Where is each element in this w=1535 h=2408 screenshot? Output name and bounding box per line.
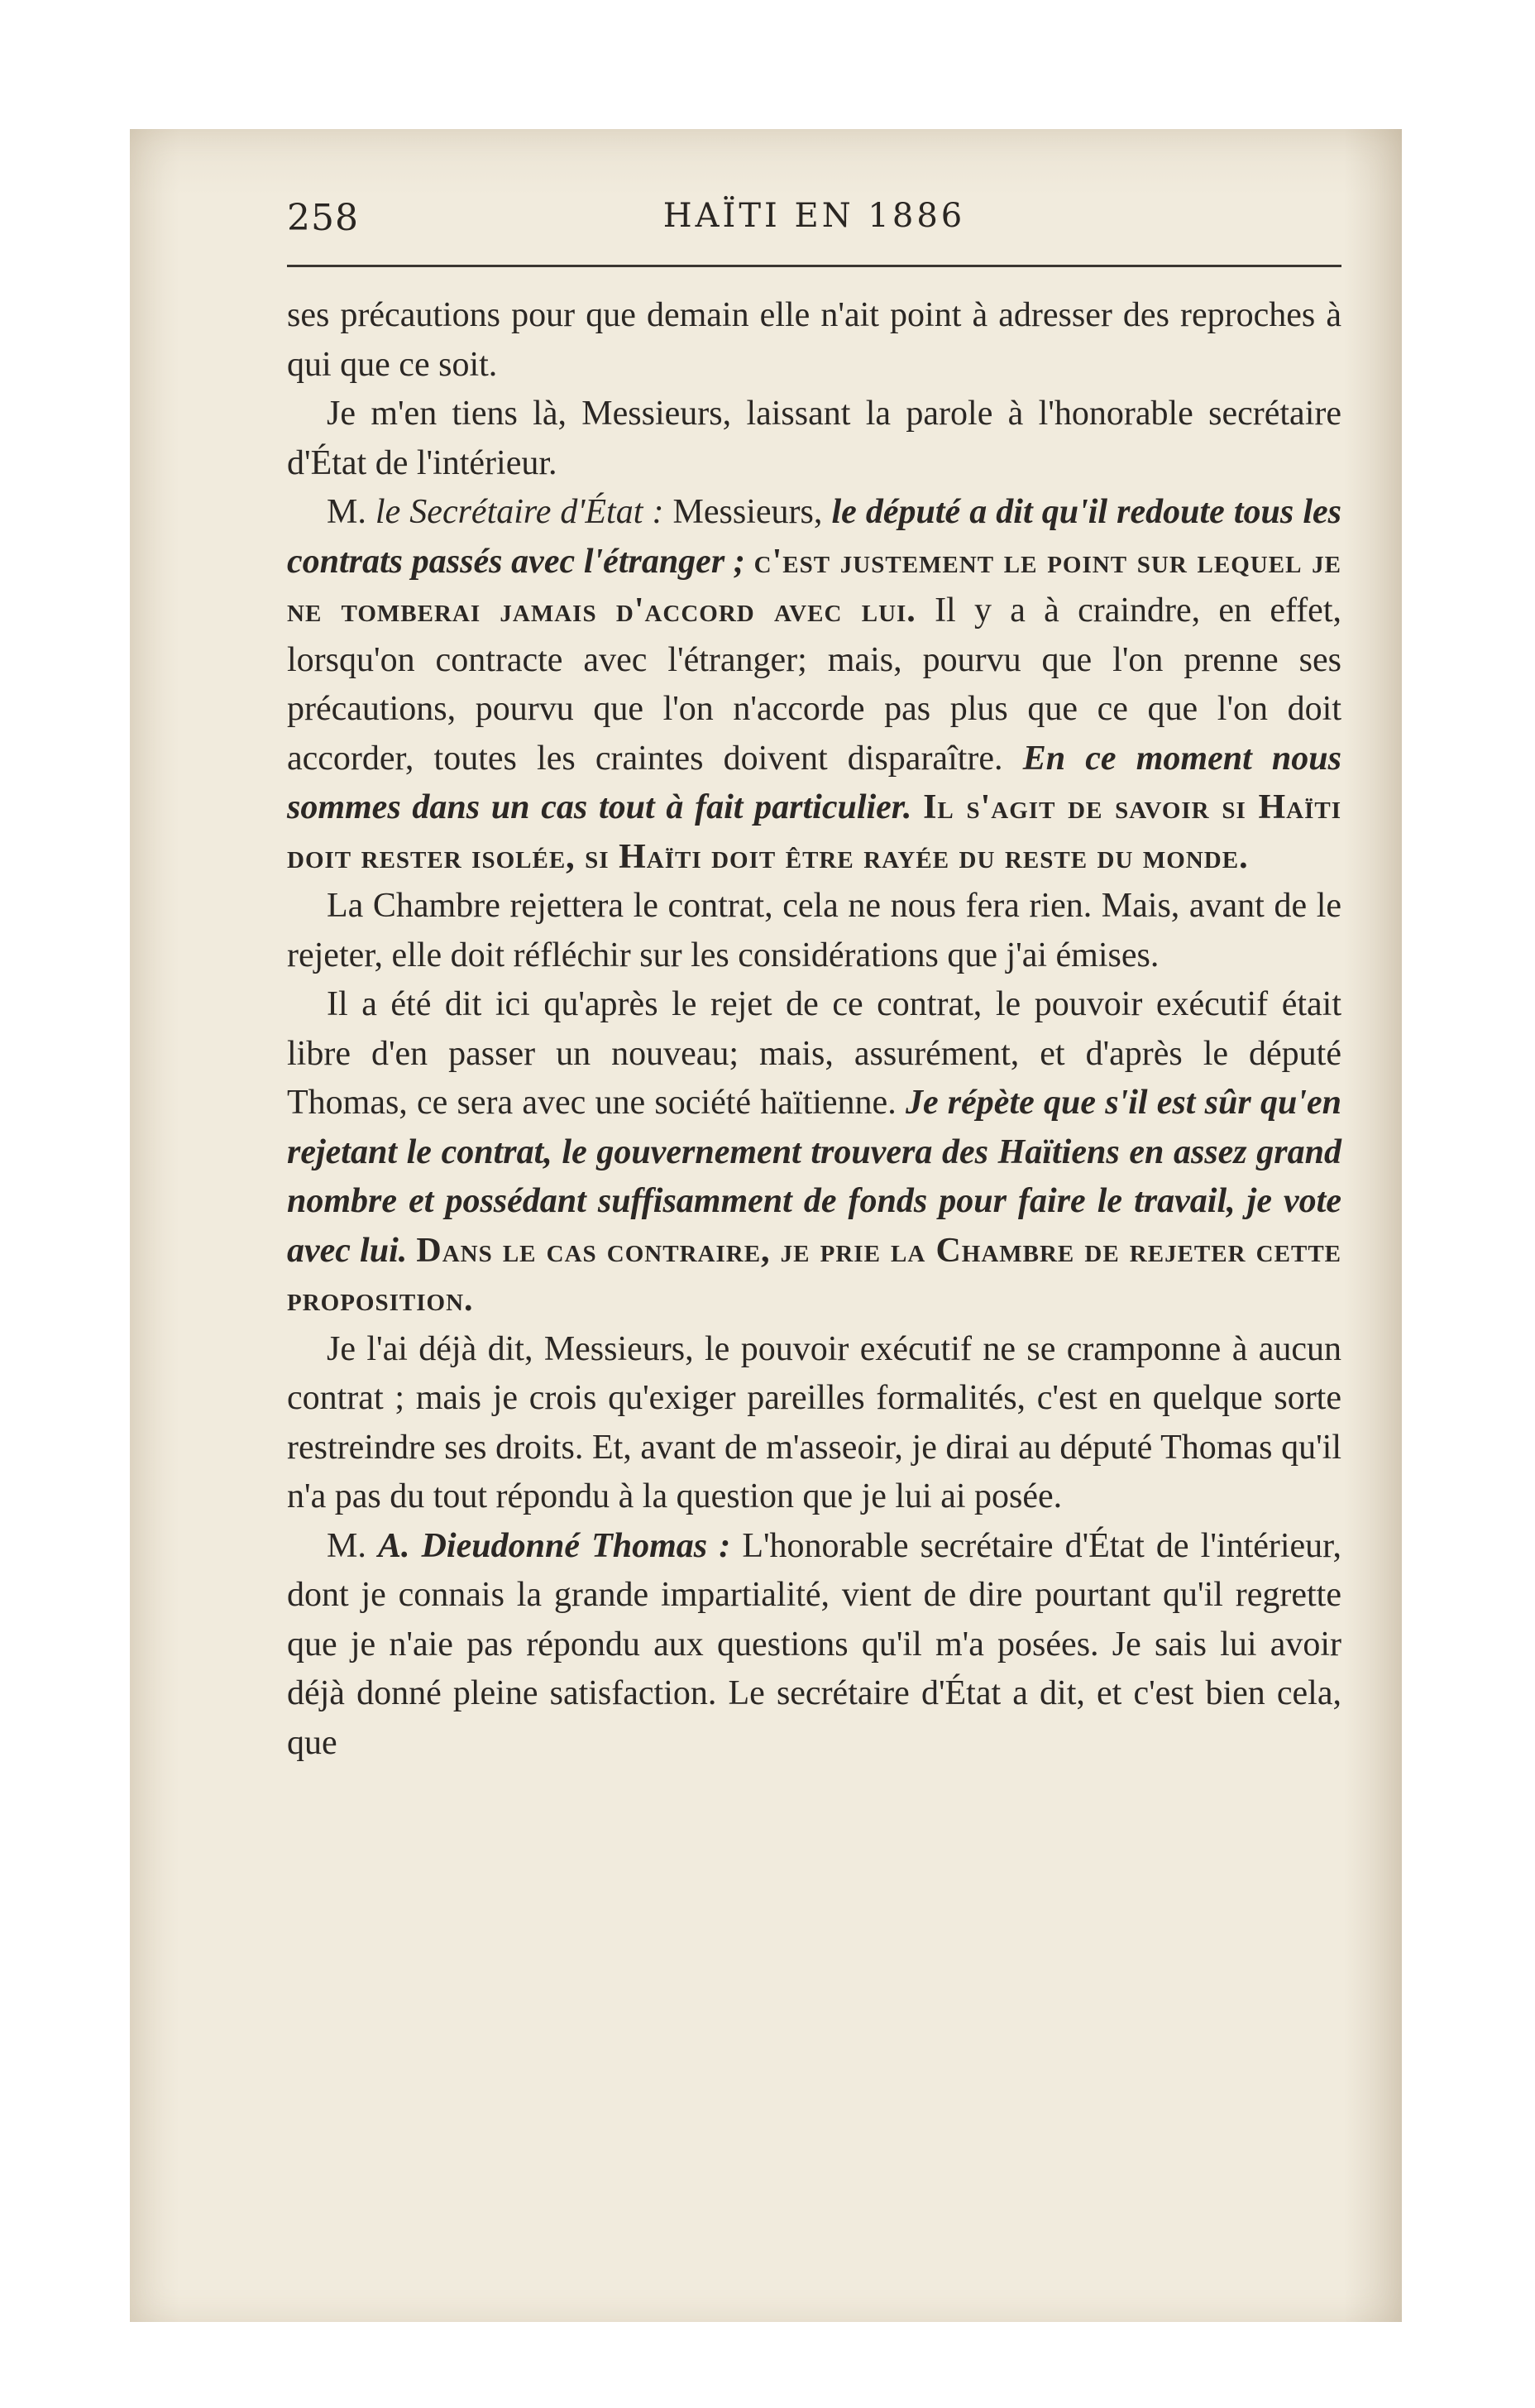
- text-segment: Je l'ai déjà dit, Messieurs, le pouvoir exécutif ne se cramponne à aucun contrat ; mais je crois qu'exiger pareilles formalités, c'est en quelque sorte restreindre ses droits. Et, avant de m'asseoir, je dirai au député Thomas qu'il n'a pas du tout répondu à la question que je lui ai posée.: [287, 1329, 1341, 1515]
- text-segment: Je répète que s'il est sûr qu'en rejetant le contrat, le gouvernement trouvera des Haïtiens en assez grand nombre et possédant suffisamment de fonds pour faire le travail, je vote avec lui.: [287, 1084, 1341, 1270]
- text-segment: M.: [327, 493, 375, 531]
- text-segment: A. Dieudonné Thomas :: [377, 1526, 743, 1565]
- page-number: 258: [287, 197, 359, 239]
- text-segment: La Chambre rejettera le contrat, cela ne nous fera rien. Mais, avant de le rejeter, elle doit réfléchir sur les considérations que j'ai émises.: [287, 887, 1341, 974]
- paragraph: [287, 1522, 1341, 1769]
- text-segment: [407, 1232, 416, 1270]
- text-segment: le député a dit qu'il redoute tous les contrats passés avec l'étranger ;: [287, 493, 1341, 581]
- text-segment: M.: [327, 1526, 378, 1565]
- paragraph: [287, 488, 1341, 882]
- paragraph: [287, 882, 1341, 980]
- text-segment: L'honorable secrétaire d'État de l'intérieur, dont je connais la grande impartialité, vient de dire pourtant qu'il regrette que je n'aie pas répondu aux questions qu'il m'a posées. Je sais lui avoir déjà donné pleine satisfaction. Le secrétaire d'État a dit, et c'est bien cela, que: [287, 1526, 1341, 1762]
- text-segment: En ce moment nous sommes dans un cas tout à fait particulier.: [287, 739, 1341, 826]
- text-segment: le Secrétaire d'État :: [375, 493, 673, 531]
- paragraph: [287, 1325, 1341, 1522]
- text-segment: c'est justement le point sur lequel je ne tomberai jamais d'accord avec lui.: [287, 542, 1341, 630]
- running-title: HAÏTI EN 1886: [662, 197, 966, 235]
- text-segment: Dans le cas contraire, je prie la Chambre de rejeter cette proposition.: [287, 1231, 1342, 1319]
- text-segment: [911, 788, 923, 826]
- text-segment: Je m'en tiens là, Messieurs, laissant la parole à l'honorable secrétaire d'État de l'intérieur.: [287, 395, 1341, 482]
- text-segment: Il y a à craindre, en effet, lorsqu'on contracte avec l'étranger; mais, pourvu que l'on prenne ses précautions, pourvu que l'on n'accorde pas plus que ce que l'on doit accorder, toutes les craintes doivent disparaître.: [287, 591, 1341, 778]
- paragraph: [287, 390, 1341, 488]
- page-header: [287, 197, 1341, 255]
- paragraph: [287, 980, 1341, 1325]
- text-segment: Il s'agit de savoir si Haïti doit rester isolée, si Haïti doit être rayée du reste du monde.: [287, 788, 1342, 876]
- text-segment: Messieurs,: [672, 493, 832, 531]
- body-text: [287, 291, 1341, 1768]
- paragraph: [287, 291, 1341, 390]
- text-segment: ses précautions pour que demain elle n'ait point à adresser des reproches à qui que ce soit.: [287, 296, 1341, 384]
- book-page: [130, 129, 1402, 2322]
- text-segment: Il a été dit ici qu'après le rejet de ce contrat, le pouvoir exécutif était libre d'en passer un nouveau; mais, assurément, et d'après le député Thomas, ce sera avec une société haïtienne.: [287, 985, 1341, 1122]
- header-rule: [287, 265, 1341, 267]
